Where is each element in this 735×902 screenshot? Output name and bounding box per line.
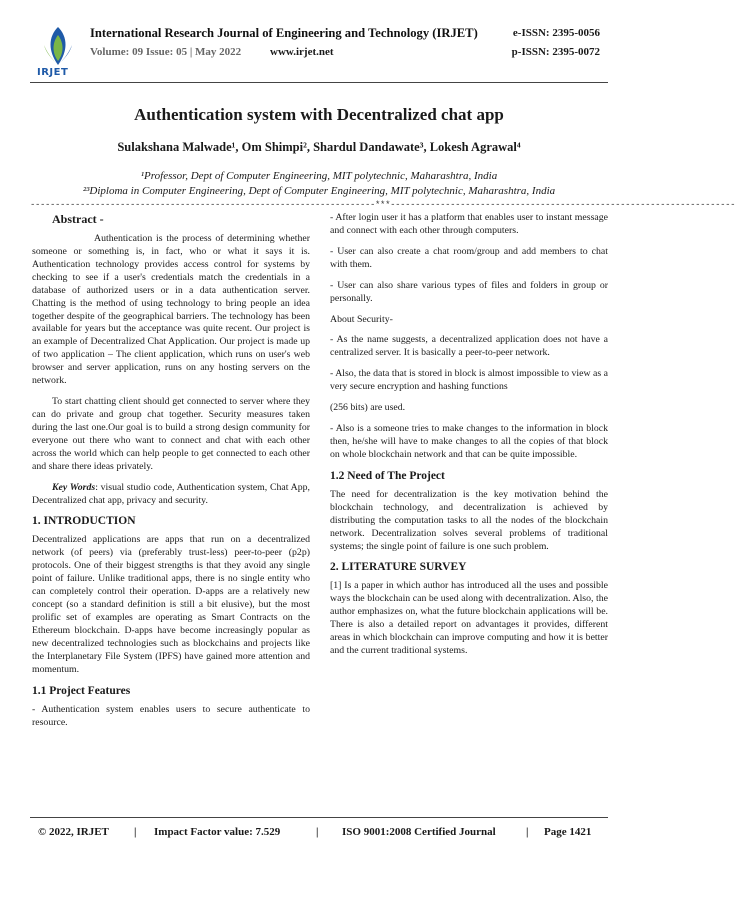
footer-separator-1: | xyxy=(134,826,137,838)
journal-name: International Research Journal of Engineering and Technology (IRJET) xyxy=(90,26,478,40)
journal-header xyxy=(0,0,638,90)
keywords-text: : visual studio code, Authentication system, Chat App, Decentralized chat app, privacy and security. xyxy=(32,481,310,506)
left-column xyxy=(32,212,310,737)
section-separator: ---------------------------------------------------------------------***--------------------------------------------------------------------- xyxy=(30,200,735,210)
features-item-1: - After login user it has a platform that enables user to instant message and connect with each other through computers. xyxy=(330,212,608,236)
introduction-heading: 1. INTRODUCTION xyxy=(32,515,136,528)
affiliation-2: ²³Diploma in Computer Engineering, Dept of Computer Engineering, MIT polytechnic, Maharashtra, India xyxy=(82,185,556,197)
footer-separator-3: | xyxy=(526,826,529,838)
features-item-2: - User can also create a chat room/group and add members to chat with them. xyxy=(330,245,608,270)
security-item-4: - Also is a someone tries to make changes to the information in block then, he/she will have to make changes to all the copies of that block on whole blockchain network and that can be quite impossible. xyxy=(330,423,608,460)
need-paragraph: The need for decentralization is the key motivation behind the blockchain technology, and decentralization is achieved by distributing the computation tasks to all the nodes of the blockchain network. Decentralization solves several problems of traditional systems; the single point of failure is one such problem. xyxy=(330,488,608,552)
need-heading: 1.2 Need of The Project xyxy=(330,469,445,482)
journal-website-link[interactable]: www.irjet.net xyxy=(270,46,334,58)
keywords-label: Key Words xyxy=(52,481,96,493)
abstract-paragraph-2: To start chatting client should get connected to server where they can do private and group chat together. Security measures taken during the last one.Our goal is to build a strong design community for everyone out there who want to connect and chat with each other across the world which can help people to get connected to each other and share there ideas privately. xyxy=(32,396,310,472)
header-rule xyxy=(30,82,608,83)
features-item-3: - User can also share various types of files and folders in group or personally. xyxy=(330,279,608,304)
right-column xyxy=(330,212,608,666)
p-issn: p-ISSN: 2395-0072 xyxy=(511,46,600,58)
e-issn: e-ISSN: 2395-0056 xyxy=(512,27,600,39)
security-item-1: - As the name suggests, a decentralized application does not have a centralized server. It is basically a peer-to-peer network. xyxy=(330,334,608,359)
literature-heading: 2. LITERATURE SURVEY xyxy=(330,561,467,574)
footer-impact-factor: Impact Factor value: 7.529 xyxy=(154,826,281,838)
literature-paragraph: [1] Is a paper in which author has introduced all the uses and possible ways the blockchain can be used along with decentralization. Also, the author emphasizes on, what the future blockchain applications will be. There is also a detailed report on advantages it provides, different areas in which blockchain can improve computing and how it is better and the current traditional systems. xyxy=(330,580,608,657)
logo-text: IRJET xyxy=(37,67,69,78)
abstract-heading: Abstract - xyxy=(52,212,104,226)
keywords xyxy=(32,482,310,508)
affiliation-1: ¹Professor, Dept of Computer Engineering, MIT polytechnic, Maharashtra, India xyxy=(140,170,498,182)
features-heading: 1.1 Project Features xyxy=(32,684,131,697)
volume-issue: Volume: 09 Issue: 05 | May 2022 xyxy=(90,46,242,58)
footer-rule xyxy=(30,817,608,818)
footer-page-number: Page 1421 xyxy=(544,826,592,838)
features-paragraph: - Authentication system enables users to secure authenticate to resource. xyxy=(32,703,310,728)
paper-title: Authentication system with Decentralized chat app xyxy=(134,105,504,124)
paper-authors: Sulakshana Malwade¹, Om Shimpi², Shardul Dandawate³, Lokesh Agrawal⁴ xyxy=(117,140,521,154)
security-item-2: - Also, the data that is stored in block is almost impossible to view as a very secure encryption and hashing functions xyxy=(330,368,608,393)
footer-separator-2: | xyxy=(316,826,319,838)
security-item-3: (256 bits) are used. xyxy=(330,402,406,414)
footer-copyright: © 2022, IRJET xyxy=(38,826,109,838)
security-label: About Security- xyxy=(330,313,393,325)
abstract-paragraph-1: Authentication is the process of determining whether someone or something is, in fact, who or what it says it is. Authentication technology provides access control for systems by checking to see if a user's credentials match the credentials in a database of authorized users or in a data authentication server. Chatting is the method of using technology to bring people an idea together despite of the geographical barriers. The technology has been available for years but the acceptance was quite recent. Our project is an example of Decentralized Chat Application. Our project is made up of two application – The client application, which runs on user's web browser and server application, runs on any hosting servers on the network. xyxy=(32,233,310,387)
introduction-paragraph: Decentralized applications are apps that run on a decentralized network (of peers) via (preferably trust-less) peer-to-peer (p2p) protocols. One of their biggest strengths is that they avoid any single point of failure. Unlike traditional apps, there is no single entity who can completely control their operation. D-apps are a relatively new concept (so a standard definition is still a bit elusive), but the most prolific set of examples are operating as Smart Contracts on the Ethereum blockchain. D-apps have become increasingly popular as new decentralized technologies such as blockchains and projects like the Interplanetary File System (IPFS) have gained more attention and momentum. xyxy=(32,534,310,675)
footer-iso: ISO 9001:2008 Certified Journal xyxy=(342,826,496,838)
